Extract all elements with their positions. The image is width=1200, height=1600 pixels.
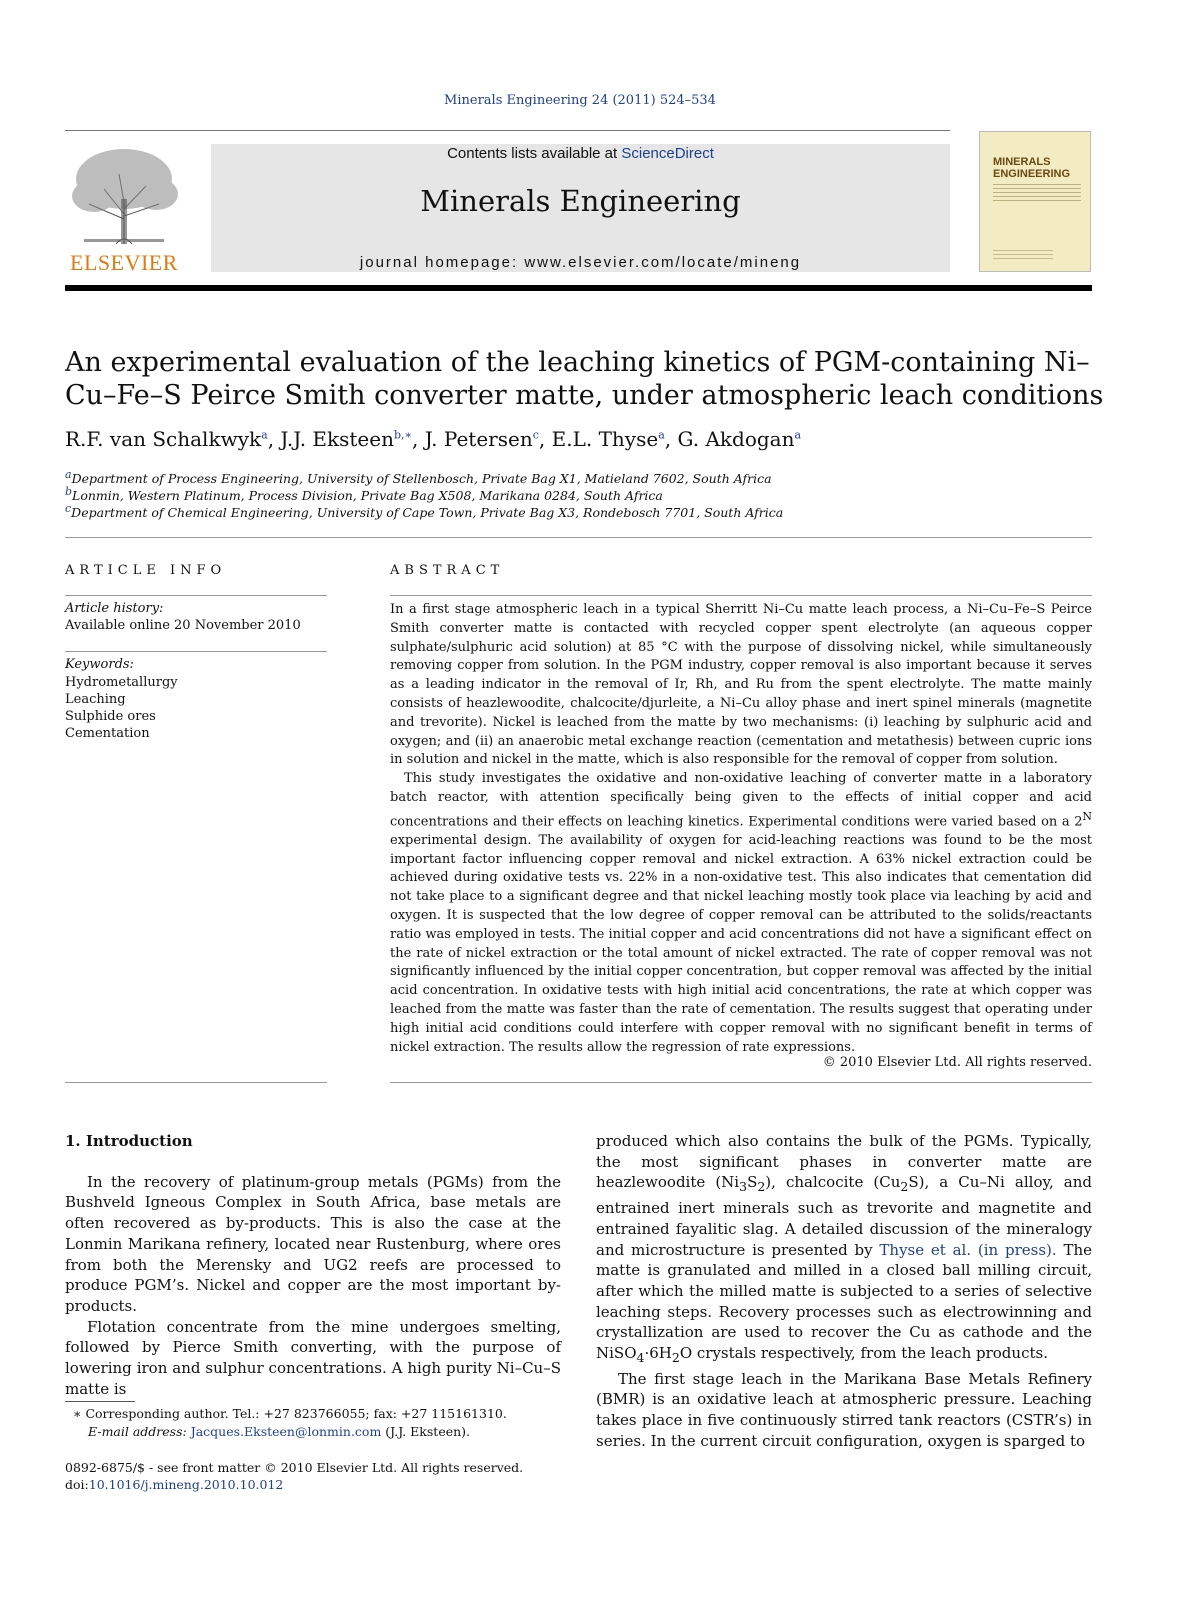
body-text: ·6H [644, 1344, 672, 1363]
front-matter-note: 0892-6875/$ - see front matter © 2010 Elsevier Ltd. All rights reserved. [65, 1460, 524, 1475]
abstract-bottom-rule [390, 1082, 1092, 1083]
affiliation-text: Lonmin, Western Platinum, Process Division, Private Bag X508, Marikana 0284, South Africa [72, 488, 663, 504]
keywords-label: Keywords: [65, 657, 134, 672]
abstract-body [390, 601, 1092, 1057]
contents-line [211, 145, 950, 162]
affiliation-mark: c [65, 502, 72, 515]
body-left-column [65, 1131, 561, 1399]
section-heading: 1. Introduction [65, 1132, 193, 1150]
author-list: R.F. van Schalkwyk$^a$, J.J. Eksteen$^{b,∗}$, J. Petersen$^c$, E.L. Thyse$^a$, G. Akdogan$^a$ [65, 427, 802, 451]
body-text: O crystals respectively, from the leach products. [679, 1344, 1048, 1363]
reference-link[interactable]: Thyse et al. (in press). [879, 1240, 1057, 1259]
abstract-heading: ABSTRACT [390, 563, 505, 578]
abstract-paragraph [390, 770, 1092, 1057]
author-affiliation-mark[interactable]: a [794, 428, 802, 442]
email-label: E-mail address: [88, 1424, 191, 1439]
elsevier-wordmark[interactable]: ELSEVIER [70, 250, 178, 275]
keywords-rule [65, 651, 327, 652]
body-paragraph: The first stage leach in the Marikana Base Metals Refinery (BMR) is an oxidative leach at atmospheric pressure. Leaching takes place in five continuously stirred tank reactors (CSTR’s) in series. In the current circuit configuration, oxygen is sparged to [596, 1369, 1092, 1450]
article-info-heading: ARTICLE INFO [65, 563, 227, 578]
affiliation-rule [65, 537, 1092, 538]
abstract-text: experimental design. The availability of oxygen for acid-leaching reactions was found to be the most important factor influencing copper removal and nickel extraction. A 63% nickel extraction could be achieved during oxidative tests vs. 22% in a non-oxidative test. This also indicates that cementation did not take place to a significant degree and that nickel leaching mostly took place via leaching by acid and oxygen. It is suspected that the low degree of copper removal can be attributed to the solids/reactants ratio was employed in tests. The initial copper and acid concentrations did not have a significant effect on the rate of nickel extraction or the total amount of nickel extracted. The rate of copper removal was not significantly influenced by the initial copper concentration, but copper removal was affected by the initial acid concentration. In oxidative tests with high initial acid concentrations, the rate at which copper was leached from the matte was faster than the rate of cementation. The results suggest that operating under high initial acid conditions could interfere with copper removal with no significant benefit in terms of nickel extraction. The results allow the regression of rate expressions. [390, 832, 1092, 1055]
cover-subtitle-lines [993, 184, 1081, 204]
author-name: J. Petersen [424, 427, 533, 451]
cover-footer-lines [993, 250, 1053, 260]
body-text: ), chalcocite (Cu [765, 1173, 901, 1192]
body-paragraph: produced which also contains the bulk of the PGMs. Typically, the most significant phases in converter matte are heazlewoodite $(Ni_3S_2)$, chalcocite $(Cu_2S)$, a Cu–Ni alloy, and entrained inert minerals such as trevorite and magnetite and entrained fayalitic slag. A detailed discussion of the mineralogy and microstructure is presented by Thyse et al. (in press). The matte is granulated and milled in a closed ball milling circuit, after which the milled matte is subjected to a series of selective leaching steps. Recovery processes such as electrowinning and crystallization are used to recover the Cu as cathode and the $NiSO_4\cdot 6H_2O$ crystals respectively, from the leach products. [596, 1132, 1093, 1366]
body-paragraph: In the recovery of platinum-group metals (PGMs) from the Bushveld Igneous Complex in South Africa, base metals are often recovered as by-products. This is also the case at the Lonmin Marikana refinery, located near Rustenburg, where ores from both the Merensky and UG2 reefs are processed to produce PGM’s. Nickel and copper are the most important by-products. [65, 1172, 561, 1315]
subscript: 3 [739, 1179, 748, 1195]
header-top-rule [65, 130, 950, 131]
affiliation [65, 468, 772, 486]
author-affiliation-mark[interactable]: b,∗ [393, 428, 412, 442]
author-name: G. Akdogan [677, 427, 795, 451]
subscript: 4 [636, 1350, 645, 1366]
affiliation [65, 502, 783, 520]
author-name: R.F. van Schalkwyk [65, 427, 262, 451]
corresponding-author-note: ∗ Corresponding author. Tel.: +27 823766055; fax: +27 115161310. [73, 1406, 507, 1421]
body-text: The matte is granulated and milled in a closed ball milling circuit, after which the milled matte is subjected to a series of selective leaching steps. Recovery processes such as electrowinning and crystallization are used to recover the Cu as cathode and the NiSO [596, 1240, 1092, 1363]
cover-title: MINERALS ENGINEERING [993, 156, 1071, 180]
affiliation-mark: a [65, 468, 72, 481]
email-note [88, 1424, 470, 1439]
doi-link[interactable]: 10.1016/j.mineng.2010.10.012 [88, 1477, 284, 1492]
email-suffix: (J.J. Eksteen). [381, 1424, 471, 1439]
author-affiliation-mark[interactable]: c [532, 428, 539, 442]
header-thick-rule [65, 285, 1092, 291]
author-name: E.L. Thyse [551, 427, 659, 451]
body-text: produced which also contains the bulk of the PGMs. Typically, the most significant phases in converter matte are heazlewoodite (Ni [596, 1132, 1092, 1192]
affiliation-text: Department of Chemical Engineering, University of Cape Town, Private Bag X3, Rondebosch 7701, South Africa [71, 505, 784, 521]
subscript: 2 [671, 1350, 680, 1366]
contents-prefix: Contents lists available at [447, 145, 622, 162]
subscript: 2 [900, 1179, 909, 1195]
body-text: S), a Cu–Ni alloy, and entrained inert minerals such as trevorite and magnetite and entrained fayalitic slag. A detailed discussion of the mineralogy and microstructure is presented by [596, 1173, 1093, 1259]
affiliation [65, 485, 663, 503]
abstract-rule [390, 595, 1092, 596]
article-info-bottom-rule [65, 1082, 327, 1083]
email-link[interactable]: Jacques.Eksteen@lonmin.com [190, 1424, 382, 1439]
keyword[interactable]: Leaching [65, 692, 126, 707]
abstract-superscript: N [1082, 809, 1092, 823]
subscript: 2 [757, 1179, 766, 1195]
journal-cover-thumbnail[interactable] [979, 131, 1091, 272]
author-name: J.J. Eksteen [280, 427, 394, 451]
abstract-text: This study investigates the oxidative and non-oxidative leaching of converter matte in a laboratory batch reactor, with attention specifically being given to the effects of initial copper and acid concentrations and their effects on leaching kinetics. Experimental conditions were varied based on a 2 [390, 771, 1092, 830]
abstract-copyright: © 2010 Elsevier Ltd. All rights reserved. [822, 1055, 1092, 1070]
article-title: An experimental evaluation of the leaching kinetics of PGM-containing Ni–Cu–Fe–S Peirce Smith converter matte, under atmospheric leach conditions [65, 347, 1104, 411]
affiliation-text: Department of Process Engineering, University of Stellenbosch, Private Bag X1, Matieland 7602, South Africa [71, 471, 772, 487]
footnote-rule [65, 1401, 135, 1402]
sciencedirect-link[interactable]: ScienceDirect [621, 145, 714, 162]
author-affiliation-mark[interactable]: a [658, 428, 665, 442]
affiliation-mark: b [65, 485, 73, 498]
history-label: Article history: [65, 601, 164, 616]
author-affiliation-mark[interactable]: a [261, 428, 268, 442]
body-right-column [596, 1131, 1092, 1452]
keyword[interactable]: Sulphide ores [65, 709, 156, 724]
journal-citation[interactable]: Minerals Engineering 24 (2011) 524–534 [444, 93, 716, 108]
doi-label: doi: [65, 1477, 89, 1492]
abstract-paragraph: In a first stage atmospheric leach in a typical Sherritt Ni–Cu matte leach process, a Ni–Cu–Fe–S Peirce Smith converter matte is contacted with recycled copper spent electrolyte (an aqueous copper sulphate/sulphuric acid solution) at 85 °C with the purpose of dissolving nickel, while simultaneously removing copper from solution. In the PGM industry, copper removal is also important because it serves as a leading indicator in the removal of Ir, Rh, and Ru from the spent electrolyte. The matte mainly consists of heazlewoodite, chalcocite/djurleite, a Ni–Cu alloy phase and inert spinel minerals (magnetite and trevorite). Nickel is leached from the matte by two mechanisms: (i) leaching by sulphuric acid and oxygen; and (ii) an anaerobic metal exchange reaction (cementation and metathesis) between cupric ions in solution and nickel in the matte, which is also responsible for the removal of copper from solution. [390, 602, 1092, 768]
journal-homepage[interactable]: journal homepage: www.elsevier.com/locate/mineng [359, 254, 802, 271]
keyword[interactable]: Cementation [65, 726, 150, 741]
journal-name: Minerals Engineering [420, 184, 741, 218]
history-value: Available online 20 November 2010 [65, 618, 301, 633]
doi-note [65, 1477, 283, 1492]
body-paragraph: Flotation concentrate from the mine undergoes smelting, followed by Pierce Smith converting, with the purpose of lowering iron and sulphur concentrations. A high purity Ni–Cu–S matte is [65, 1317, 561, 1398]
article-info-rule [65, 595, 327, 596]
keyword[interactable]: Hydrometallurgy [65, 675, 178, 690]
